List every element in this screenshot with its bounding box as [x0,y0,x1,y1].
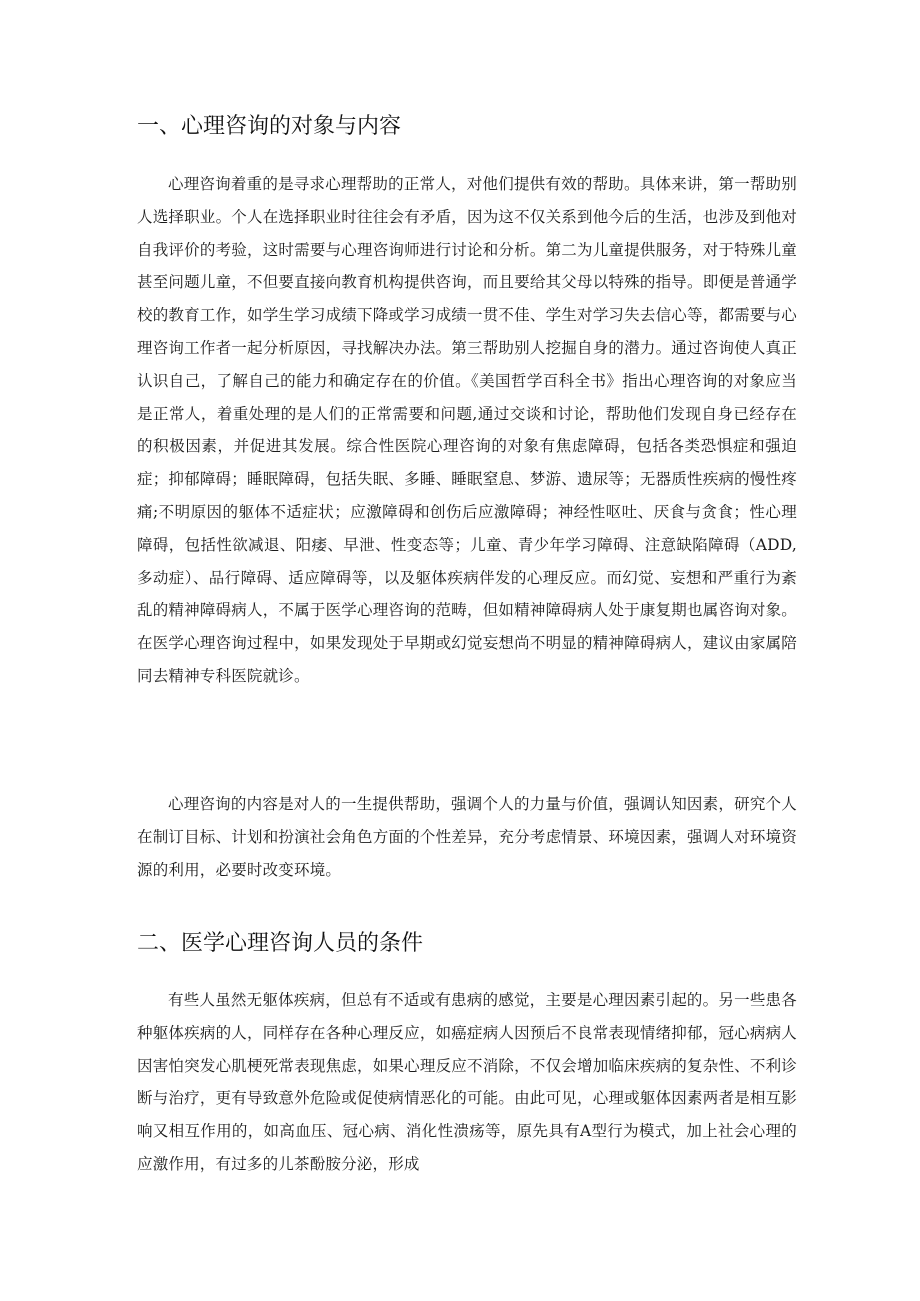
section-1-paragraph-2: 心理咨询的内容是对人的一生提供帮助，强调个人的力量与价值，强调认知因素，研究个人在制订目标、计划和扮演社会角色方面的个性差异，充分考虑情景、环境因素，强调人对环境资源的利用，必要时改变环境。 [137,795,797,879]
section-1-paragraph-1: 心理咨询着重的是寻求心理帮助的正常人，对他们提供有效的帮助。具体来讲，第一帮助别人选择职业。个人在选择职业时往往会有矛盾，因为这不仅关系到他今后的生活，也涉及到他对自我评价的考验，这时需要与心理咨询师进行讨论和分析。第二为儿童提供服务，对于特殊儿童甚至问题儿童，不但要直接向教育机构提供咨询，而且要给其父母以特殊的指导。即便是普通学校的教育工作，如学生学习成绩下降或学习成绩一贯不佳、学生对学习失去信心等，都需要与心理咨询工作者一起分析原因，寻找解决办法。第三帮助别人挖掘自身的潜力。通过咨询使人真正认识自己，了解自己的能力和确定存在的价值。《美国哲学百科全书》指出心理咨询的对象应当是正常人，着重处理的是人们的正常需要和问题,通过交谈和讨论，帮助他们发现自身已经存在的积极因素，并促进其发展。综合性医院心理咨询的对象有焦虑障碍，包括各类恐惧症和强迫症；抑郁障碍；睡眠障碍，包括失眠、多睡、睡眠窒息、梦游、遗尿等；无器质性疾病的慢性疼痛;不明原因的躯体不适症状；应激障碍和创伤后应激障碍；神经性呕吐、厌食与贪食；性心理障碍，包括性欲减退、阳痿、早泄、性变态等；儿童、青少年学习障碍、注意缺陷障碍（ADD,多动症）、品行障碍、适应障碍等，以及躯体疾病伴发的心理反应。而幻觉、妄想和严重行为紊乱的精神障碍病人，不属于医学心理咨询的范畴，但如精神障碍病人处于康复期也属咨询对象。在医学心理咨询过程中，如果发现处于早期或幻觉妄想尚不明显的精神障碍病人，建议由家属陪同去精神专科医院就诊。 [137,175,797,685]
section-heading-1: 一、心理咨询的对象与内容 [137,114,402,139]
section-heading-2: 二、医学心理咨询人员的条件 [137,931,424,956]
section-2-paragraph-1: 有些人虽然无躯体疾病，但总有不适或有患病的感觉，主要是心理因素引起的。另一些患各种躯体疾病的人，同样存在各种心理反应，如癌症病人因预后不良常表现情绪抑郁，冠心病病人因害怕突发心肌梗死常表现焦虑，如果心理反应不消除，不仅会增加临床疾病的复杂性、不利诊断与治疗，更有导致意外危险或促使病情恶化的可能。由此可见，心理或躯体因素两者是相互影响又相互作用的，如高血压、冠心病、消化性溃疡等，原先具有A型行为模式，加上社会心理的应激作用，有过多的儿茶酚胺分泌，形成 [137,991,797,1173]
